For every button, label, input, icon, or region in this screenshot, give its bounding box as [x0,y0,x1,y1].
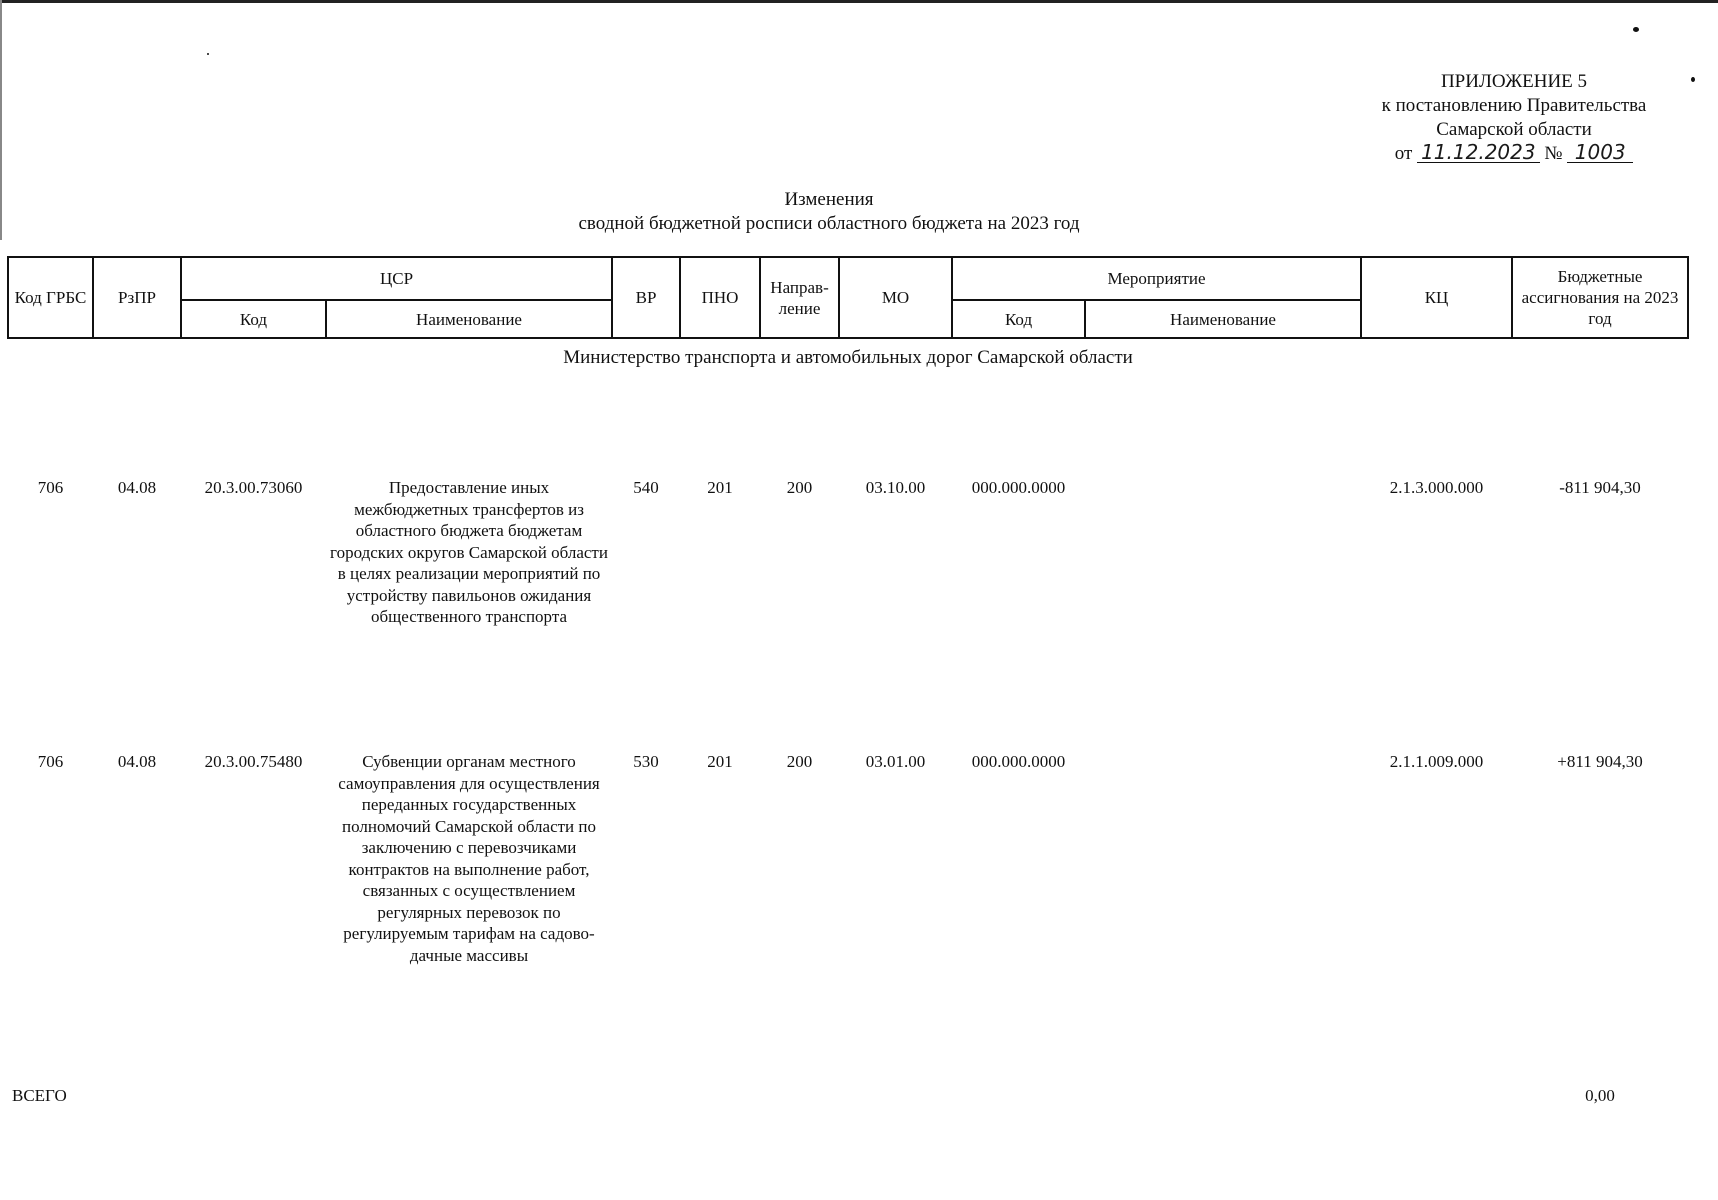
total-row [8,1085,1688,1107]
handwritten-number: 1003 [1567,142,1633,163]
date-prefix: от [1394,143,1413,164]
appendix-header [1356,70,1672,166]
header-meropriyatie: Мероприятие [952,257,1361,300]
cell-meropriyatie-kod: 000.000.0000 [971,478,1066,497]
cell-napravlenie: 200 [786,752,813,771]
cell-mo: 03.10.00 [865,478,926,497]
header-csr-name: Наименование [326,300,612,338]
document-title [360,188,1298,236]
section-row [8,338,1688,477]
cell-kc: 2.1.1.009.000 [1389,752,1484,771]
header-meropriyatie-name: Наименование [1085,300,1361,338]
cell-csr-name: Предоставление иных межбюджетных трансфертов из областного бюджета бюджетам городских округов Самарской области в целях реализации мероприятий по устройству павильонов ожидания общественного транспорта [330,478,608,626]
header-napravlenie: Направ-ление [760,257,839,338]
cell-pno: 201 [707,478,733,497]
cell-csr-kod: 20.3.00.75480 [204,752,303,771]
cell-csr-kod: 20.3.00.73060 [204,478,303,497]
cell-napravlenie: 200 [786,478,813,497]
cell-vr: 540 [633,478,659,497]
header-csr: ЦСР [181,257,612,300]
scan-speck [207,53,209,55]
header-kod-grbs: Код ГРБС [8,257,93,338]
cell-pno: 201 [707,752,733,771]
header-pno: ПНО [680,257,760,338]
header-mo: МО [839,257,952,338]
appendix-title: ПРИЛОЖЕНИЕ 5 [1440,71,1588,92]
appendix-date-number-line [1356,142,1672,166]
document-title-line-2: сводной бюджетной росписи областного бюджета на 2023 год [578,213,1080,234]
cell-mo: 03.01.00 [865,752,926,771]
handwritten-date: 11.12.2023 [1417,142,1540,163]
scan-left-edge [0,0,2,240]
table-header [8,257,1688,338]
cell-kod-grbs: 706 [37,752,64,771]
table-row [8,477,1688,751]
cell-meropriyatie-name [1085,477,1361,751]
table-body [8,338,1688,1107]
table-row [8,751,1688,1085]
header-rzpr: РзПР [93,257,181,338]
total-label: ВСЕГО [12,1086,67,1105]
budget-changes-table [7,256,1689,1107]
cell-vr: 530 [633,752,659,771]
scan-top-edge [0,0,1718,3]
appendix-region-line: Самарской области [1436,119,1592,140]
number-sign: № [1544,143,1563,164]
cell-rzpr: 04.08 [117,752,157,771]
cell-meropriyatie-kod: 000.000.0000 [971,752,1066,771]
cell-csr-name: Субвенции органам местного самоуправления для осуществления переданных государственных полномочий Самарской области по заключению с перевозчиками контрактов на выполнение работ, связанных с осуществлением регулярных перевозок по регулируемым тарифам на садово-дачные массивы [338,752,600,965]
cell-kod-grbs: 706 [37,478,64,497]
cell-amount: +811 904,30 [1557,752,1643,771]
cell-kc: 2.1.3.000.000 [1389,478,1484,497]
cell-meropriyatie-name [1085,751,1361,1085]
scan-speck [1691,77,1695,82]
scan-speck [1633,27,1639,32]
appendix-resolution-line: к постановлению Правительства [1381,95,1647,116]
cell-rzpr: 04.08 [117,478,157,497]
header-meropriyatie-kod: Код [952,300,1085,338]
header-kc: КЦ [1361,257,1512,338]
header-allocations: Бюджетные ассигнования на 2023 год [1512,257,1688,338]
document-title-line-1: Изменения [784,189,874,210]
header-csr-kod: Код [181,300,326,338]
cell-amount: -811 904,30 [1559,478,1641,497]
header-vr: ВР [612,257,680,338]
total-amount: 0,00 [1585,1086,1615,1105]
section-title: Министерство транспорта и автомобильных дорог Самарской области [563,347,1133,368]
